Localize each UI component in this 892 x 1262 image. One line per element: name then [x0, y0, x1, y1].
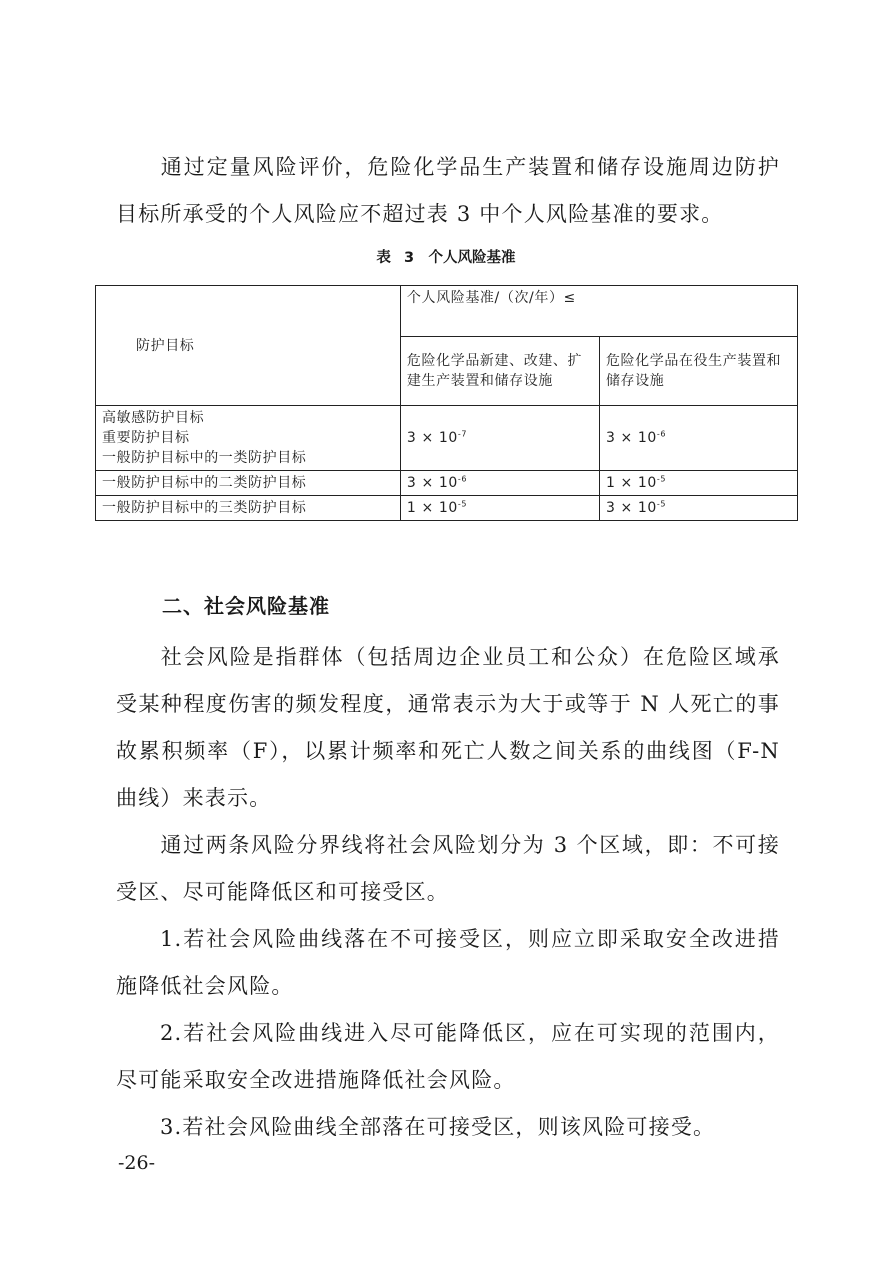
- body-text: [116, 634, 780, 1151]
- paragraph: [116, 822, 780, 916]
- target-label: 一般防护目标中的一类防护目标: [102, 450, 307, 466]
- table-header-row: [96, 286, 798, 337]
- value-base: 1 × 10: [406, 500, 458, 516]
- header-new-facilities: 危险化学品新建、改建、扩建生产装置和储存设施: [400, 337, 599, 406]
- existing-facility-criterion: [599, 471, 797, 496]
- table-title: 表 3 个人风险基准: [376, 250, 516, 266]
- page-number: -26-: [118, 1152, 156, 1174]
- value-exponent: -5: [656, 499, 667, 509]
- header-existing-facilities: 危险化学品在役生产装置和储存设施: [599, 337, 797, 406]
- target-label: 重要防护目标: [102, 430, 190, 446]
- target-label: 一般防护目标中的二类防护目标: [102, 475, 307, 491]
- table-row: [96, 496, 798, 521]
- existing-facility-criterion: [599, 496, 797, 521]
- row-targets: [96, 496, 401, 521]
- paragraph-text: 2.若社会风险曲线进入尽可能降低区，应在可实现的范围内，尽可能采取安全改进措施降低社会风险。: [116, 1021, 780, 1092]
- paragraph-text: 通过两条风险分界线将社会风险划分为 3 个区域，即：不可接受区、尽可能降低区和可接受区。: [116, 833, 780, 904]
- value-exponent: -6: [457, 474, 468, 484]
- intro-text: 通过定量风险评价，危险化学品生产装置和储存设施周边防护目标所承受的个人风险应不超过表 3 中个人风险基准的要求。: [116, 155, 780, 226]
- paragraph: [116, 1104, 780, 1151]
- paragraph-text: 社会风险是指群体（包括周边企业员工和公众）在危险区域承受某种程度伤害的频发程度，通常表示为大于或等于 N 人死亡的事故累积频率（F），以累计频率和死亡人数之间关系的曲线图（F-N 曲线）来表示。: [116, 645, 780, 810]
- paragraph: [116, 1010, 780, 1104]
- intro-paragraph: [116, 144, 780, 238]
- new-facility-criterion: [400, 406, 599, 471]
- header-target: 防护目标: [96, 286, 401, 406]
- table-row: [96, 471, 798, 496]
- paragraph: [116, 916, 780, 1010]
- new-facility-criterion: [400, 496, 599, 521]
- value-exponent: -6: [656, 429, 667, 439]
- target-label: 一般防护目标中的三类防护目标: [102, 500, 307, 516]
- value-base: 3 × 10: [406, 475, 458, 491]
- existing-facility-criterion: [599, 406, 797, 471]
- value-base: 3 × 10: [605, 430, 657, 446]
- section-heading: 二、社会风险基准: [162, 594, 330, 618]
- row-targets: [96, 406, 401, 471]
- value-base: 3 × 10: [406, 430, 458, 446]
- table-row: [96, 406, 798, 471]
- target-label: 高敏感防护目标: [102, 410, 205, 426]
- value-base: 1 × 10: [605, 475, 657, 491]
- header-criterion: 个人风险基准/（次/年）≤: [400, 286, 797, 337]
- paragraph-text: 3.若社会风险曲线全部落在可接受区，则该风险可接受。: [160, 1115, 716, 1139]
- value-exponent: -5: [656, 474, 667, 484]
- new-facility-criterion: [400, 471, 599, 496]
- paragraph: [116, 634, 780, 822]
- value-exponent: -5: [457, 499, 468, 509]
- paragraph-text: 1.若社会风险曲线落在不可接受区，则应立即采取安全改进措施降低社会风险。: [116, 927, 780, 998]
- value-exponent: -7: [457, 429, 468, 439]
- value-base: 3 × 10: [605, 500, 657, 516]
- row-targets: [96, 471, 401, 496]
- individual-risk-table: [95, 285, 798, 521]
